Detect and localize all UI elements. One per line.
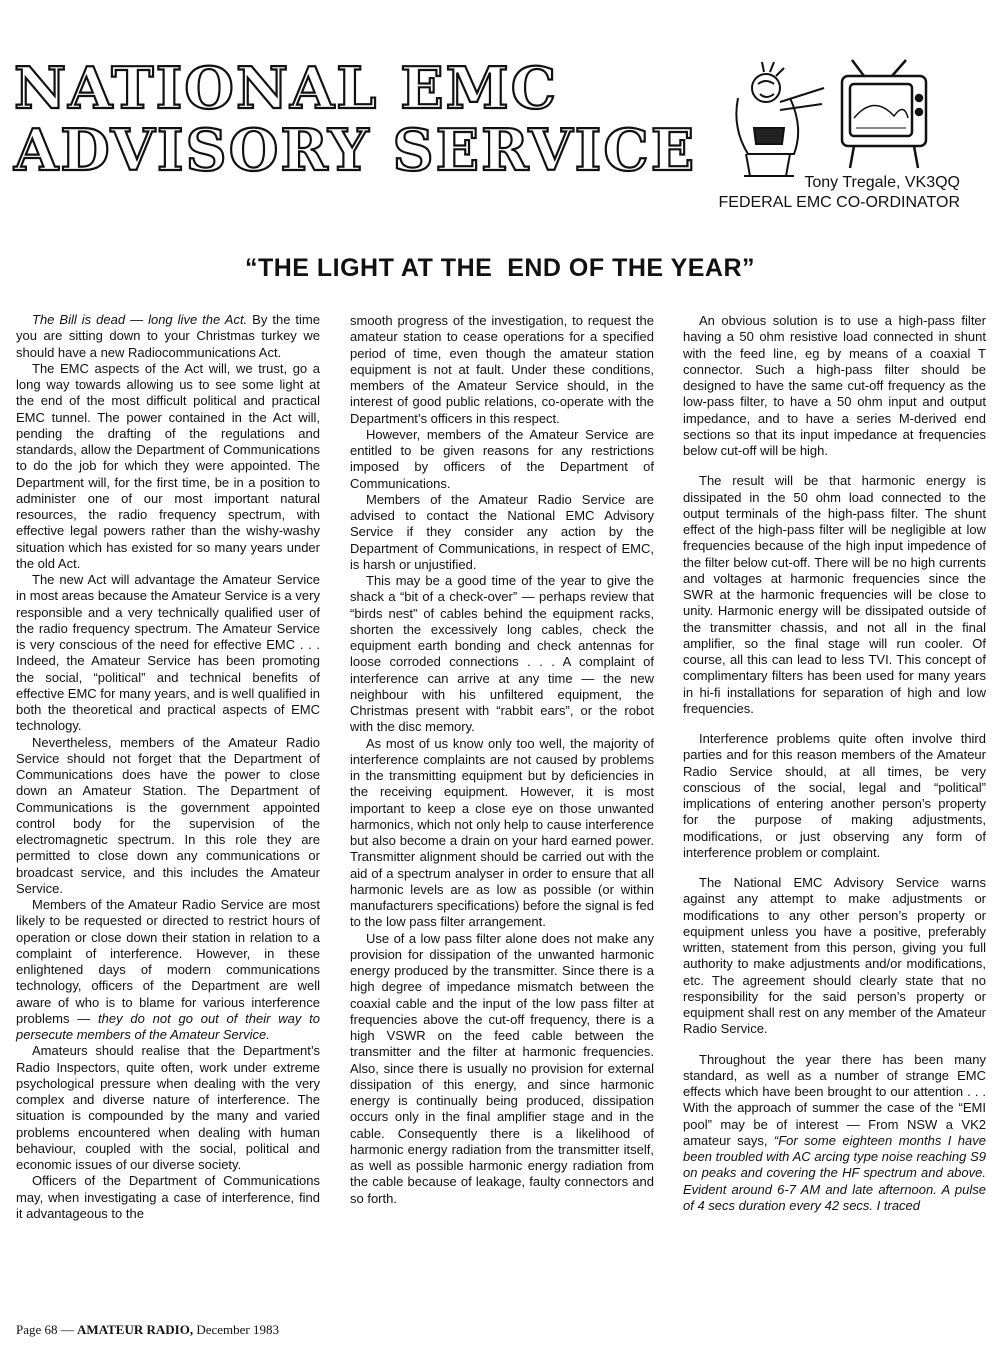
masthead-line-2: ADVISORY SERVICE	[14, 117, 697, 184]
paragraph: Members of the Amateur Radio Service are advised to contact the National EMC Advisory Service if they consider any action by the Department of Communications, in respect of EMC, is harsh or unjustified.	[350, 491, 654, 572]
paragraph: The result will be that harmonic energy is dissipated in the 50 ohm load connected to the output terminals of the high-pass filter. The shunt effect of the high-pass filter will be negligible at low frequencies because of the high input impedence of the filter below cut-off. There will be no high currents and voltages at harmonic frequencies since the SWR at the harmonic frequencies will be close to unity. Harmonic energy will be dissipated outside of the transmitter chassis, and not all in the final amplifier, so the final stage will run cooler. Of course, all this can lead to less TVI. This concept of complimentary filters has been used for many years in hi-fi installations for separation of high and low frequencies.	[683, 473, 986, 716]
paragraph: Interference problems quite often involve third parties and for this reason members of the Amateur Radio Service should, at all times, be very conscious of the social, legal and “political” implications of entering another person’s property for the purpose of making adjustments, modifications, or just observing any form of interference problem or complaint.	[683, 731, 986, 860]
magazine-name: AMATEUR RADIO,	[77, 1322, 194, 1337]
paragraph: However, members of the Amateur Service are entitled to be given reasons for any restrictions imposed by officers of the Department of Communications.	[350, 426, 654, 491]
author-role: FEDERAL EMC CO-ORDINATOR	[718, 194, 960, 211]
italic-quote: “For some eighteen months I have been troubled with AC arcing type noise reaching S9 on peaks and covering the HF spectrum and above. Evident around 6-7 AM and late afternoon. A pulse of 4 secs duration every 42 secs. I traced	[683, 1132, 986, 1213]
paragraph: The new Act will advantage the Amateur Service in most areas because the Amateur Service is a very responsible and a very technically qualified user of the radio frequency spectrum. The Amateur Service is very conscious of the need for effective EMC . . . Indeed, the Amateur Service has been promoting the social, “political” and technical benefits of effective EMC for many years, and is well qualified in both the theoretical and practical aspects of EMC technology.	[16, 572, 320, 734]
paragraph: Use of a low pass filter alone does not make any provision for dissipation of the unwanted harmonic energy produced by the transmitter. Since there is a high degree of impedance mismatch between the coaxial cable and the input of the low pass filter at frequencies above the cut-off frequency, there is a high VSWR on the feed cable between the transmitter and the filter at harmonic frequencies. Also, since there is usually no provision for external dissipation of this energy, and since harmonic energy is continually being produced, dissipation occurs only in the final amplifier stage and in the cable. Consequently there is a likelihood of harmonic energy radiation from the transmitter itself, as well as possible harmonic energy radiation from the cable because of leakage, faulty connectors and so forth.	[350, 930, 654, 1206]
paragraph: The Bill is dead — long live the Act. By the time you are sitting down to your Christmas turkey we should have a new Radiocommunications Act.	[16, 312, 320, 360]
paragraph: The EMC aspects of the Act will, we trust, go a long way towards allowing us to see some light at the end of the most difficult political and practical EMC tunnel. The power contained in the Act will, pending the drafting of the regulations and standards, allow the Department of Communications to do the job for which they were appointed. The Department will, for the first time, be in a position to administer one of our most important natural resources, the radio frequency spectrum, with effective legal powers rather than the wishy-washy situation which has existed for so many years under the old Act.	[16, 360, 320, 571]
article-headline: “THE LIGHT AT THE END OF THE YEAR”	[244, 254, 756, 282]
article-column-2	[350, 313, 654, 1207]
article-column-1	[16, 312, 320, 1222]
issue-date: December 1983	[193, 1322, 279, 1337]
paragraph: An obvious solution is to use a high-pass filter having a 50 ohm resistive load connected in shunt with the feed line, eg by means of a coaxial T connector. Such a high-pass filter should be designed to have the same cut-off frequency as the low-pass filter, to have a 50 ohm input and output impedance, and to have a series M-derived end sections so that its input impedance at frequencies below cut-off will be high.	[683, 313, 986, 458]
byline	[719, 173, 961, 213]
paragraph: Amateurs should realise that the Department’s Radio Inspectors, quite often, work under extreme psychological pressure when dealing with the very complex and diverse nature of interference. The situation is compounded by the many and varied problems encountered when dealing with human behaviour, coupled with the social, political and economic issues of our diverse society.	[16, 1043, 320, 1172]
page-number: Page 68 —	[16, 1322, 78, 1337]
paragraph: This may be a good time of the year to give the shack a “bit of a check-over” — perhaps review that “birds nest” of cables behind the equipment racks, shorten the excessively long cables, check the equipment earth bonding and check antennas for loose corroded connections . . . A complaint of interference can arrive at any time — the new neighbour with his unfiltered equipment, the Christmas present with “rabbit ears”, or the robot with the disc memory.	[350, 573, 654, 735]
cartoon-illustration-icon	[724, 58, 940, 178]
page-footer	[16, 1322, 279, 1338]
paragraph: smooth progress of the investigation, to request the amateur station to cease operations for a specified period of time, even though the amateur station equipment is not at fault. Under these conditions, members of the Amateur Service should, in the interest of good public relations, co-operate with the Department’s officers in this respect.	[350, 313, 654, 426]
paragraph: Nevertheless, members of the Amateur Radio Service should not forget that the Department of Communications does have the power to close down an Amateur Station. The Department of Communications is the government appointed control body for the supervision of the electromagnetic spectrum. In this role they are permitted to close down any communications or broadcast service, and this includes the Amateur Service.	[16, 734, 320, 896]
masthead-line-1: NATIONAL EMC	[14, 55, 559, 122]
paragraph: Throughout the year there has been many standard, as well as a number of strange EMC effects which have been brought to our attention . . . With the approach of summer the case of the “EMI pool” may be of interest — From NSW a VK2 amateur says, “For some eighteen months I have been troubled with AC arcing type noise reaching S9 on peaks and covering the HF spectrum and above. Evident around 6-7 AM and late afternoon. A pulse of 4 secs duration every 42 secs. I traced	[683, 1051, 986, 1213]
italic-text: they do not go out of their way to persecute members of the Amateur Service.	[16, 1010, 320, 1042]
author-name: Tony Tregale, VK3QQ	[804, 174, 960, 191]
italic-quote: The Bill is dead — long live the Act.	[32, 312, 248, 327]
masthead-title	[14, 55, 714, 184]
paragraph: As most of us know only too well, the majority of interference complaints are not caused by problems in the transmitting equipment but by deficiencies in the receiving equipment. However, it is most important to keep a close eye on those unwanted harmonics, which not only help to cause interference but also become a drain on your hard earned power. Transmitter alignment should be carried out with the aid of a spectrum analyser in order to ensure that all harmonic levels are as low as possible (or within manufacturers specifications) before the signal is fed to the low pass filter arrangement.	[350, 735, 654, 930]
paragraph: Officers of the Department of Communications may, when investigating a case of interference, find it advantageous to the	[16, 1173, 320, 1221]
article-column-3	[683, 313, 986, 1214]
paragraph: The National EMC Advisory Service warns against any attempt to make adjustments or modifications to any other person’s property or equipment unless you have a positive, preferably written, statement from this person, giving you full authority to make adjustments and/or modifications, etc. The agreement should clearly state that no responsibility for the said person’s property or equipment shall rest on any member of the Amateur Radio Service.	[683, 875, 986, 1037]
paragraph: Members of the Amateur Radio Service are most likely to be requested or directed to restrict hours of operation or close down their station in relation to a complaint of interference. However, in these enlightened days of modern communications technology, officers of the Department are well aware of who is to blame for various interference problems — they do not go out of their way to persecute members of the Amateur Service.	[16, 897, 320, 1042]
